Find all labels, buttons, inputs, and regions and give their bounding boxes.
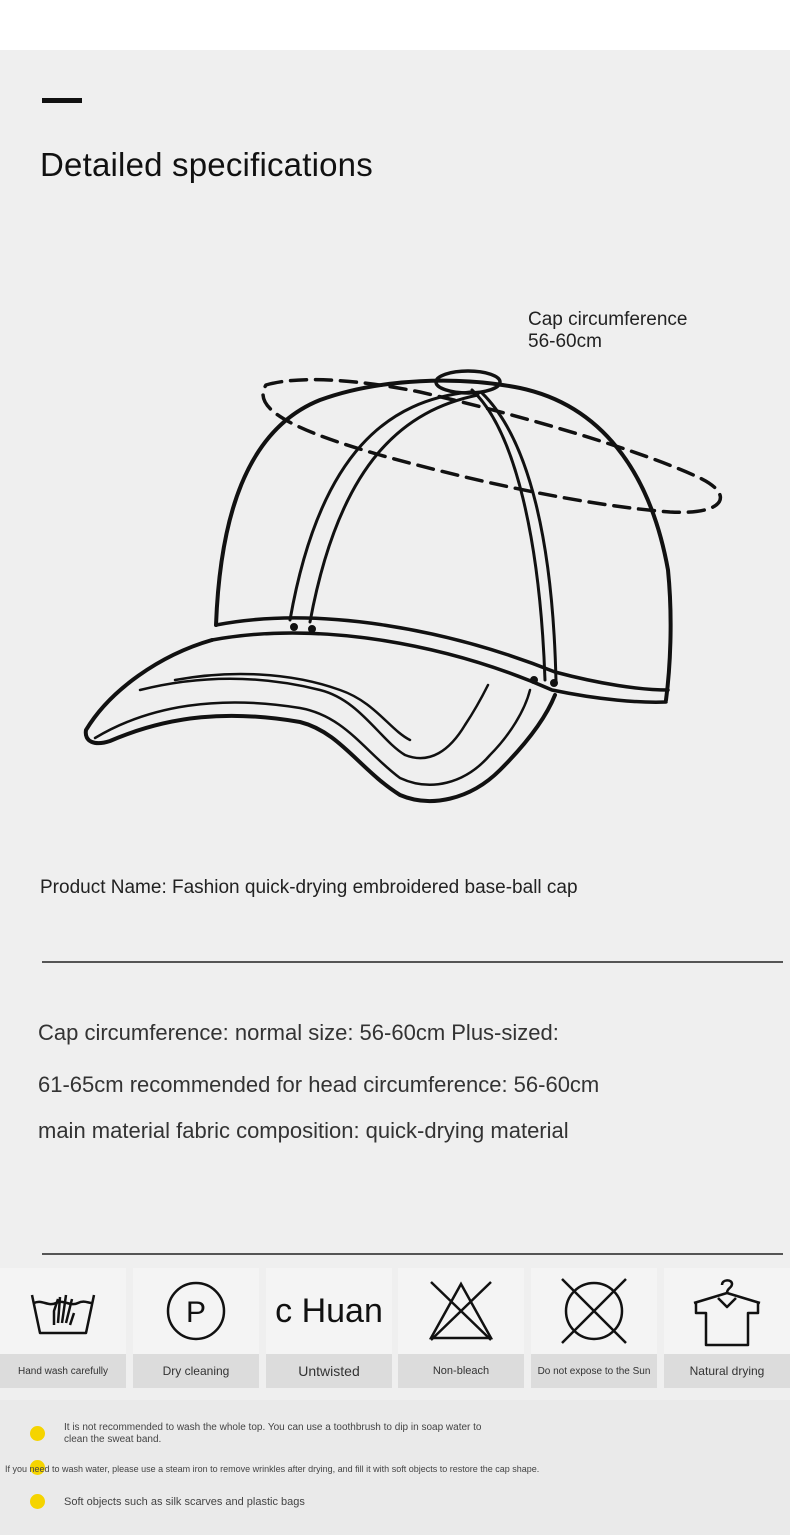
care-dry-clean xyxy=(133,1268,259,1388)
no-sun-icon xyxy=(559,1276,629,1346)
care-label: Natural drying xyxy=(664,1354,790,1388)
care-label: Non-bleach xyxy=(398,1354,524,1388)
care-label: Do not expose to the Sun xyxy=(531,1354,657,1388)
note-1: It is not recommended to wash the whole top. You can use a toothbrush to dip in soap water to clean the sweat band. xyxy=(64,1422,482,1445)
divider-2 xyxy=(42,1253,783,1255)
cap-label-line2: 56-60cm xyxy=(528,331,602,352)
dry-clean-symbol: P xyxy=(185,1296,207,1329)
page-title: Detailed specifications xyxy=(40,146,373,183)
bullet-dot xyxy=(30,1494,45,1509)
care-label: Untwisted xyxy=(266,1354,392,1388)
product-name: Product Name: Fashion quick-drying embroidered base-ball cap xyxy=(40,877,578,898)
care-instructions-row xyxy=(0,1268,790,1388)
spec-line-2: 61-65cm recommended for head circumference: 56-60cm xyxy=(38,1072,600,1097)
shirt-hanger-icon xyxy=(690,1273,764,1349)
spec-line-3: main material fabric composition: quick-drying material xyxy=(38,1118,569,1143)
care-untwisted xyxy=(266,1268,392,1388)
care-non-bleach xyxy=(398,1268,524,1388)
care-notes xyxy=(0,1400,790,1535)
no-bleach-icon xyxy=(427,1278,495,1344)
dry-clean-icon xyxy=(165,1280,227,1342)
spec-line-1: Cap circumference: normal size: 56-60cm Plus-sized: xyxy=(38,1020,559,1045)
care-hand-wash xyxy=(0,1268,126,1388)
divider-1 xyxy=(42,961,783,963)
care-label: Hand wash carefully xyxy=(0,1354,126,1388)
hand-wash-icon xyxy=(28,1281,98,1341)
care-label: Dry cleaning xyxy=(133,1354,259,1388)
cap-label-line1: Cap circumference xyxy=(528,309,688,330)
bullet-dot xyxy=(30,1426,45,1441)
care-natural-drying xyxy=(664,1268,790,1388)
no-wring-text: c Huan xyxy=(275,1291,383,1330)
care-no-sun xyxy=(531,1268,657,1388)
note-2: If you need to wash water, please use a steam iron to remove wrinkles after drying, and fill it with soft objects to restore the cap shape. xyxy=(5,1464,540,1474)
note-3: Soft objects such as silk scarves and plastic bags xyxy=(64,1496,305,1508)
